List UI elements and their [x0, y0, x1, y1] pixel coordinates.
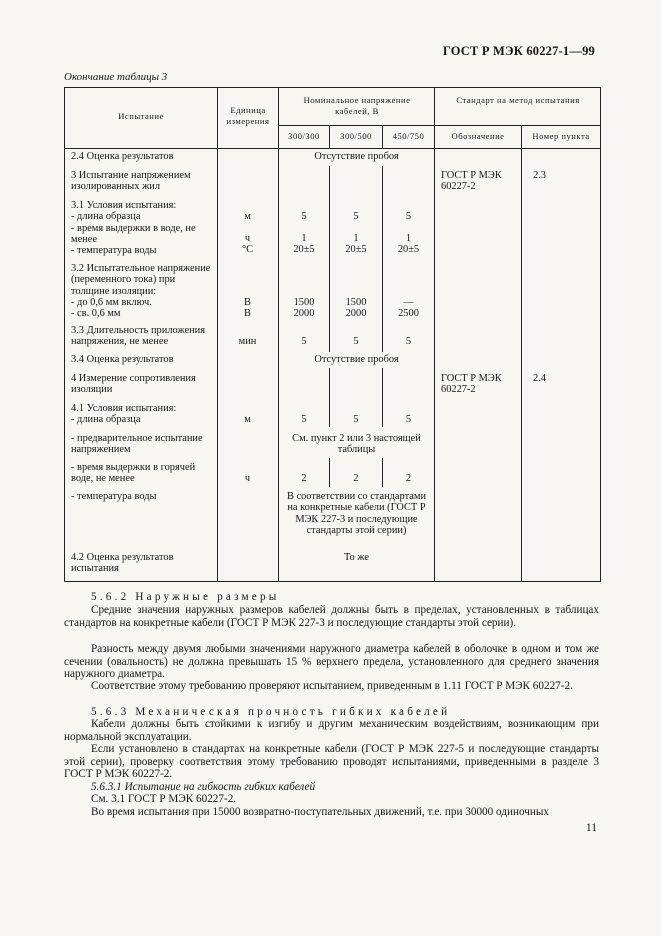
section-5-6-3-1-title: 5.6.3.1 Испытание на гибкость гибких кабелей [91, 781, 316, 793]
row-3-2-a-v2: 1500 [345, 297, 367, 308]
section-5-6-2-title: 5.6.2 Наружные размеры [91, 591, 280, 603]
table-grid-line [279, 125, 600, 126]
header-designation: Обозначение [451, 131, 505, 141]
row-4-1-b-merged: См. пункт 2 или 3 настоящей таблицы [292, 433, 421, 456]
table-grid-line [434, 88, 435, 581]
row-3-3-v1: 5 [301, 336, 307, 347]
row-3-3-label: 3.3 Длительность приложения напряжения, не менее [71, 325, 205, 348]
row-4-1-c-v2: 2 [353, 473, 359, 484]
row-4-1-d-merged: В соответствии со стандартами на конкретные кабели (ГОСТ Р МЭК 227-3 и последующие стандарты этой серии) [286, 491, 427, 536]
standard-code-header: ГОСТ Р МЭК 60227-1—99 [442, 44, 595, 58]
header-v3: 450/750 [392, 131, 425, 141]
row-3-2-unit-a: В [244, 297, 251, 308]
row-4-1-unit: м [244, 414, 251, 425]
row-4-1-c-label: - время выдержки в горячей воде, не менее [71, 462, 196, 485]
row-4-item: 2.4 [533, 373, 546, 384]
header-voltage: Номинальное напряжение кабелей, В [303, 95, 411, 116]
row-3-1-unit-time: ч [244, 233, 251, 244]
row-3-2-b-v1: 2000 [293, 308, 315, 319]
header-standard: Стандарт на метод испытания [456, 95, 580, 105]
table-grid-line [217, 88, 218, 581]
row-3-2-a-v1: 1500 [293, 297, 315, 308]
row-3-1-temp-v3: 20±5 [397, 244, 420, 255]
row-3-1-len-v2: 5 [353, 211, 359, 222]
section-5-6-3-paragraph-1: Кабели должны быть стойкими к изгибу и другим механическим воздействиям, возникающим при нормальной эксплуатации. [64, 718, 599, 743]
row-3-1-unit-temp: °С [241, 244, 254, 255]
row-2-4-merged: Отсутствие пробоя [314, 151, 399, 162]
row-3-3-v2: 5 [353, 336, 359, 347]
table-grid-line [521, 125, 522, 581]
results-table [64, 87, 601, 582]
header-v2: 300/500 [340, 131, 372, 141]
row-3-standard: ГОСТ Р МЭК 60227-2 [441, 170, 502, 193]
row-4-2-label: 4.2 Оценка результатов испытания [71, 552, 174, 575]
row-3-2-b-v2: 2000 [345, 308, 367, 319]
row-4-label: 4 Измерение сопротивления изоляции [71, 373, 196, 396]
row-4-1-v3: 5 [405, 414, 412, 425]
row-3-1-len-v3: 5 [405, 211, 412, 222]
row-3-1-time-v2: 1 [353, 233, 359, 244]
row-3-1-len-v1: 5 [301, 211, 307, 222]
row-4-2-merged: То же [343, 552, 369, 563]
row-4-1-b-label: - предварительное испытание напряжением [71, 433, 203, 456]
row-3-4-label: 3.4 Оценка результатов [71, 354, 174, 365]
row-3-3-v3: 5 [405, 336, 412, 347]
row-3-2-unit-b: В [244, 308, 251, 319]
table-caption: Окончание таблицы 3 [64, 71, 168, 83]
header-v1: 300/300 [288, 131, 320, 141]
row-4-1-v1: 5 [301, 414, 307, 425]
row-4-1-c-unit: ч [244, 473, 251, 484]
row-3-1-temp-v2: 20±5 [345, 244, 367, 255]
section-5-6-2-paragraph-3: Соответствие этому требованию проверяют испытанием, приведенным в 1.11 ГОСТ Р МЭК 60227-2. [91, 680, 573, 692]
row-3-1-temp-v1: 20±5 [293, 244, 315, 255]
section-5-6-2-paragraph-2: Разность между двумя любыми значениями наружного диаметра кабелей в оболочке в одном и том же сечении (овальность) не должна превышать 15 % верхнего предела, установленного для среднего значения наружного диаметра. [64, 643, 599, 681]
section-5-6-3-1-paragraph-1: См. 3.1 ГОСТ Р МЭК 60227-2. [91, 793, 237, 805]
section-5-6-3-title: 5.6.3 Механическая прочность гибких кабелей [91, 706, 451, 718]
row-3-1-unit-len: м [244, 211, 251, 222]
row-4-1-c-v3: 2 [405, 473, 412, 484]
header-item: Номер пункта [532, 131, 590, 141]
header-test: Испытание [118, 111, 164, 121]
section-5-6-3-1-paragraph-2: Во время испытания при 15000 возвратно-поступательных движений, т.е. при 30000 одиночных [91, 806, 549, 818]
row-3-item: 2.3 [533, 170, 546, 181]
row-3-3-unit: мин [238, 336, 257, 347]
row-4-standard: ГОСТ Р МЭК 60227-2 [441, 373, 502, 396]
row-3-4-merged: Отсутствие пробоя [314, 354, 399, 365]
row-3-1-time-v3: 1 [405, 233, 412, 244]
row-3-label: 3 Испытание напряжением изолированных жил [71, 170, 191, 193]
table-grid-line [382, 166, 383, 352]
row-4-1-label: 4.1 Условия испытания: - длина образца [71, 403, 177, 426]
page-number: 11 [585, 822, 597, 834]
row-3-2-a-v3: — [403, 297, 414, 308]
row-4-1-c-v1: 2 [301, 473, 307, 484]
row-3-1-label: 3.1 Условия испытания: - длина образца - время выдержки в воде, не менее - температура воды [71, 200, 196, 257]
header-unit: Единица измерения [226, 105, 270, 126]
row-3-2-label: 3.2 Испытательное напряжение (переменного тока) при толщине изоляции: - до 0,6 мм включ. - св. 0,6 мм [71, 263, 211, 320]
row-4-1-d-label: - температура воды [71, 491, 157, 502]
section-5-6-3-paragraph-2: Если установлено в стандартах на конкретные кабели (ГОСТ Р МЭК 227-5 и последующие стандарты этой серии), проверку соответствия этому требованию проводят испытаниями, приведенными в разделе 3 ГОСТ Р МЭК 60227-2. [64, 743, 599, 781]
section-5-6-2-paragraph-1: Средние значения наружных размеров кабелей должны быть в пределах, установленных в таблицах стандартов на конкретные кабели (ГОСТ Р МЭК 227-3 и последующие стандарты этой серии). [64, 604, 599, 629]
table-grid-line [65, 148, 600, 149]
row-2-4-label: 2.4 Оценка результатов [71, 151, 174, 162]
row-4-1-v2: 5 [353, 414, 359, 425]
table-grid-line [329, 166, 330, 352]
row-3-2-b-v3: 2500 [398, 308, 419, 319]
row-3-1-time-v1: 1 [301, 233, 307, 244]
